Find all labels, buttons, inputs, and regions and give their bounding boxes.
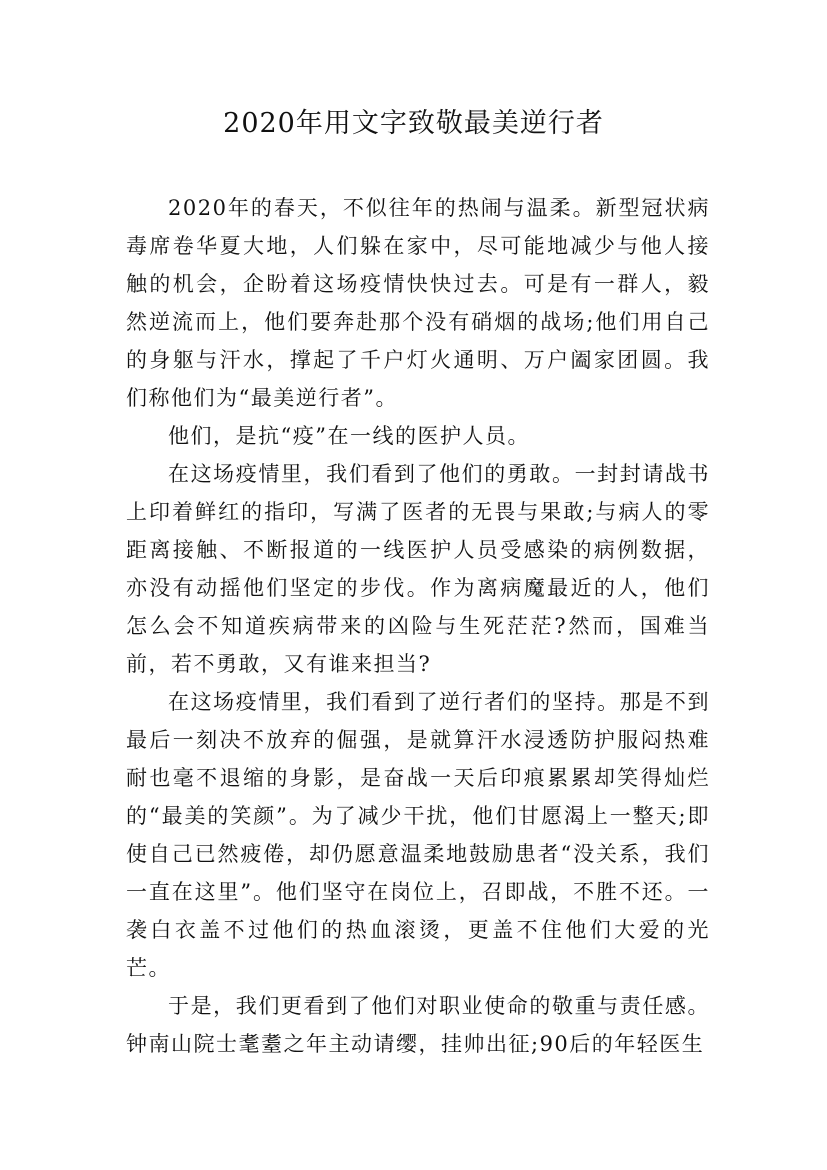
paragraph: 在这场疫情里，我们看到了他们的勇敢。一封封请战书上印着鲜红的指印，写满了医者的无畏与果敢;与病人的零距离接触、不断报道的一线医护人员受感染的病例数据，亦没有动摇他们坚定的步伐。作为离病魔最近的人，他们怎么会不知道疾病带来的凶险与生死茫茫?然而，国难当前，若不勇敢，又有谁来担当?: [126, 462, 710, 676]
document-body: [126, 189, 710, 1063]
paragraph: 2020年的春天，不似往年的热闹与温柔。新型冠状病毒席卷华夏大地，人们躲在家中，尽可能地减少与他人接触的机会，企盼着这场疫情快快过去。可是有一群人，毅然逆流而上，他们要奔赴那个没有硝烟的战场;他们用自己的身躯与汗水，撑起了千户灯火通明、万户阖家团圆。我们称他们为“最美逆行者”。: [126, 196, 710, 410]
paragraph: 于是，我们更看到了他们对职业使命的敬重与责任感。钟南山院士耄耋之年主动请缨，挂帅出征;90后的年轻医生: [126, 994, 710, 1056]
paragraph: 他们，是抗“疫”在一线的医护人员。: [168, 424, 530, 448]
document-title: 2020年用文字致敬最美逆行者: [223, 108, 604, 139]
paragraph: 在这场疫情里，我们看到了逆行者们的坚持。那是不到最后一刻决不放弃的倔强，是就算汗水浸透防护服闷热难耐也毫不退缩的身影，是奋战一天后印痕累累却笑得灿烂的“最美的笑颜”。为了减少干扰，他们甘愿渴上一整天;即使自己已然疲倦，却仍愿意温柔地鼓励患者“没关系，我们一直在这里”。他们坚守在岗位上，召即战，不胜不还。一袭白衣盖不过他们的热血滚烫，更盖不住他们大爱的光芒。: [126, 690, 710, 980]
